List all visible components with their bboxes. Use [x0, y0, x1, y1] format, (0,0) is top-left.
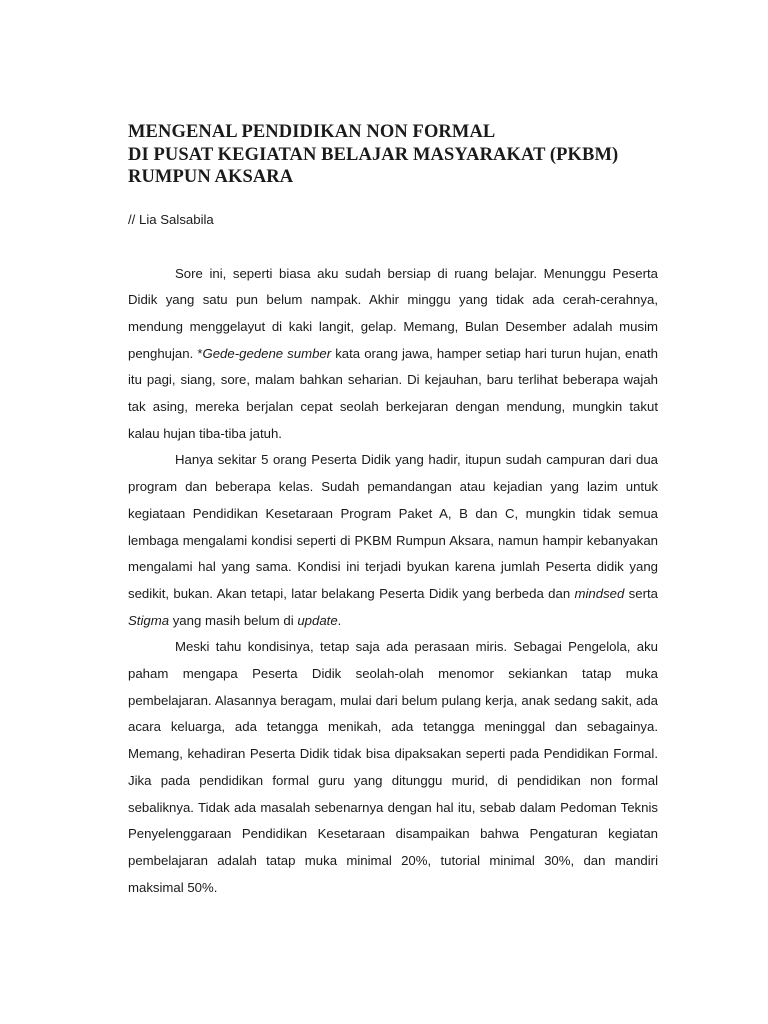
paragraph-2-mid2: yang masih belum di	[169, 612, 298, 628]
paragraph-2-end: .	[337, 612, 342, 628]
paragraph-2-mid: serta	[624, 585, 658, 601]
paragraph-1-italic: Gede-gedene sumber	[202, 345, 332, 361]
paragraph-2-italic-stigma: Stigma	[128, 612, 170, 628]
title-line-3: RUMPUN AKSARA	[128, 167, 294, 187]
author-byline: // Lia Salsabila	[128, 211, 214, 227]
paragraph-2-text: Hanya sekitar 5 orang Peserta Didik yang hadir, itupun sudah campuran dari dua program dan beberapa kelas. Sudah pemandangan atau kejadian yang lazim untuk kegiataan Pendidikan Kesetaraan Program Paket A, B dan C, mungkin tidak semua lembaga mengalami kondisi seperti di PKBM Rumpun Aksara, namun hampir kebanyakan mengalami hal yang sama. Kondisi ini terjadi byukan karena jumlah Peserta didik yang sedikit, bukan. Akan tetapi, latar belakang Peserta Didik yang berbeda dan	[128, 452, 658, 601]
paragraph-2-italic-mindsed: mindsed	[574, 585, 625, 601]
title-line-1: MENGENAL PENDIDIKAN NON FORMAL	[128, 122, 496, 142]
paragraph-3	[128, 634, 658, 901]
document-title	[128, 121, 658, 189]
paragraph-1-rest: kata orang jawa, hamper setiap hari turun hujan, enath itu pagi, siang, sore, malam bahkan seharian. Di kejauhan, baru terlihat beberapa wajah tak asing, mereka berjalan cepat seolah berkejaran dengan mendung, mungkin takut kalau hujan tiba-tiba jatuh.	[128, 345, 658, 441]
paragraph-1	[128, 261, 658, 448]
title-line-2: DI PUSAT KEGIATAN BELAJAR MASYARAKAT (PKBM)	[128, 144, 619, 165]
article-body	[128, 261, 658, 902]
paragraph-3-text: Meski tahu kondisinya, tetap saja ada perasaan miris. Sebagai Pengelola, aku paham mengapa Peserta Didik seolah-olah menomor sekiankan tatap muka pembelajaran. Alasannya beragam, mulai dari belum pulang kerja, anak sedang sakit, ada acara keluarga, ada tetangga menikah, ada tetangga meninggal dan sebagainya. Memang, kehadiran Peserta Didik tidak bisa dipaksakan seperti pada Pendidikan Formal. Jika pada pendidikan formal guru yang ditunggu murid, di pendidikan non formal sebaliknya. Tidak ada masalah sebenarnya dengan hal itu, sebab dalam Pedoman Teknis Penyelenggaraan Pendidikan Kesetaraan disampaikan bahwa Pengaturan kegiatan pembelajaran adalah tatap muka minimal 20%, tutorial minimal 30%, dan mandiri maksimal 50%.	[128, 639, 658, 895]
document-page	[128, 121, 658, 901]
paragraph-2-italic-update: update	[297, 612, 338, 628]
paragraph-2	[128, 447, 658, 634]
paragraph-1-text: Sore ini, seperti biasa aku sudah bersiap di ruang belajar. Menunggu Peserta Didik yang satu pun belum nampak. Akhir minggu yang tidak ada cerah-cerahnya, mendung menggelayut di kaki langit, gelap. Memang, Bulan Desember adalah musim penghujan. *	[128, 265, 658, 361]
